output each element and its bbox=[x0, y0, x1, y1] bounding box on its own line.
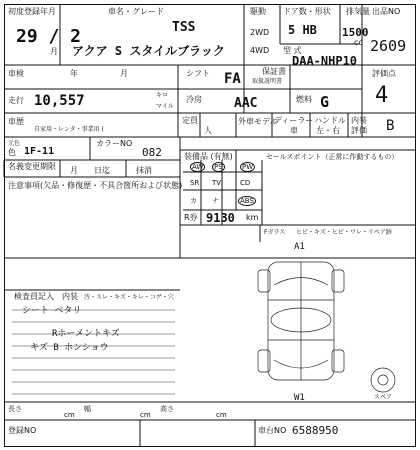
usage-options: 自家用・レンタ・事業用 ( bbox=[34, 126, 104, 133]
shaken-doc-unit: km bbox=[246, 213, 259, 222]
glass-label: Fガラス bbox=[264, 229, 286, 236]
shift-label: シフト bbox=[186, 69, 210, 78]
model-label: 型 式 bbox=[283, 46, 302, 55]
fuel-label: 燃料 bbox=[296, 95, 312, 104]
mile-unit: マイル bbox=[156, 103, 174, 110]
sales-point-title: セールスポイント（正常に作動するもの） bbox=[266, 153, 399, 161]
name-change-label: 名義変更期限 bbox=[8, 162, 56, 171]
handle-value: 左・右 bbox=[316, 126, 340, 135]
interior-label: 内装 bbox=[351, 116, 367, 125]
warranty-sub-label: 取扱説明書 bbox=[252, 78, 283, 85]
color-no-value: 082 bbox=[142, 146, 162, 159]
equip-abs: ABS bbox=[240, 197, 254, 205]
inspector-note-2: Rホーメントキズ bbox=[52, 329, 120, 339]
width-unit: cm bbox=[140, 411, 151, 419]
equip-cd: CD bbox=[240, 179, 251, 187]
displacement-unit: cc bbox=[354, 38, 363, 47]
car-diagram bbox=[258, 262, 395, 392]
lot-label: 出品NO bbox=[372, 7, 401, 16]
interior-sub: 評価 bbox=[351, 126, 367, 135]
score-value: 4 bbox=[375, 83, 389, 108]
inspector-note-3: キズ B ホンショウ bbox=[30, 343, 109, 353]
drive-4wd: 4WD bbox=[250, 46, 270, 55]
lot-value: 2609 bbox=[370, 37, 407, 55]
notes-title: 注意事項(欠品・修復歴・不具合箇所および状態) bbox=[8, 181, 183, 190]
capacity-label: 定員 bbox=[182, 116, 198, 125]
inspector-interior-label: 内装 bbox=[62, 292, 78, 301]
height-label: 高さ bbox=[160, 405, 174, 413]
ext-model-label: 外車モデル bbox=[238, 117, 278, 126]
name-grade-label: 車名・グレード bbox=[108, 7, 164, 16]
equip-aw: AW bbox=[192, 163, 204, 171]
color-value: 1F-11 bbox=[24, 146, 55, 157]
length-label: 長さ bbox=[8, 405, 22, 413]
equip-ka: カ bbox=[190, 197, 197, 205]
ac-value: AAC bbox=[234, 96, 258, 111]
equipment-title: 装備品 (有無) bbox=[184, 152, 233, 161]
fuel-value: G bbox=[320, 93, 330, 111]
first-registration-label: 初度登録年月 bbox=[8, 7, 56, 16]
color-no-label: カラーNO bbox=[96, 139, 133, 148]
mileage-label: 走行 bbox=[8, 96, 24, 105]
shaken-doc-label: R券 bbox=[184, 213, 198, 222]
dealer-sub: 車 bbox=[290, 126, 298, 135]
glass-value: ヒビ・キズ・ヒビ・ワレ・リペア跡 bbox=[296, 229, 392, 236]
reg-no-label: 登録NO bbox=[8, 426, 37, 435]
first-registration-value: 29 / 2 bbox=[16, 26, 82, 47]
dealer-label: ディーラー bbox=[274, 116, 314, 125]
door-label: ドア数・形状 bbox=[283, 7, 331, 16]
model-value: DAA-NHP10 bbox=[292, 54, 358, 68]
spare-label: スペア bbox=[374, 394, 393, 401]
car-name-value: アクア S スタイルブラック bbox=[72, 44, 225, 58]
width-label: 幅 bbox=[84, 405, 91, 413]
drive-label: 駆動 bbox=[250, 7, 266, 16]
shaken-year-unit: 年 bbox=[70, 69, 78, 78]
name-change-month-unit: 月 bbox=[70, 166, 78, 175]
interior-value: B bbox=[386, 118, 395, 134]
chassis-label: 車台NO bbox=[258, 426, 287, 435]
cancel-label: 抹消 bbox=[136, 166, 152, 175]
warranty-label: 保証書 bbox=[262, 67, 286, 76]
length-unit: cm bbox=[64, 411, 75, 419]
km-unit: キロ bbox=[156, 92, 169, 99]
equip-ps: PS bbox=[214, 163, 223, 171]
color-label: 色 bbox=[8, 148, 16, 157]
damage-mark-w1: W1 bbox=[294, 393, 305, 403]
door-value: 5 HB bbox=[288, 23, 317, 37]
color-sub: 元色 bbox=[8, 140, 21, 147]
first-registration-month-unit: 月 bbox=[50, 47, 58, 56]
usage-label: 車歴 bbox=[8, 117, 24, 126]
score-label: 評価点 bbox=[372, 69, 396, 78]
displacement-label: 排気量 bbox=[346, 7, 370, 16]
equip-na: ナ bbox=[212, 197, 219, 205]
equip-pw: PW bbox=[242, 163, 254, 171]
inspector-note-1: シート ベタリ bbox=[22, 306, 82, 316]
height-unit: cm bbox=[216, 411, 227, 419]
drive-2wd: 2WD bbox=[250, 28, 270, 37]
shaken-month-unit: 月 bbox=[120, 69, 128, 78]
shift-value: FA bbox=[224, 71, 241, 87]
capacity-unit: 人 bbox=[204, 126, 212, 135]
grade-value: TSS bbox=[172, 20, 196, 35]
chassis-value: 6588950 bbox=[292, 424, 339, 437]
shaken-doc-value: 9130 bbox=[206, 211, 235, 225]
displacement-value: 1500 bbox=[342, 26, 369, 39]
equip-tv: TV bbox=[212, 179, 222, 187]
inspector-label: 検査員記入 bbox=[14, 292, 54, 301]
handle-label: ハンドル bbox=[314, 116, 346, 125]
equip-sr: SR bbox=[190, 179, 200, 187]
ac-label: 冷房 bbox=[186, 95, 202, 104]
name-change-day-unit: 日迄 bbox=[94, 166, 110, 175]
damage-mark-a1: A1 bbox=[294, 242, 305, 252]
inspector-interior-chips: 汚・スレ・キズ・キレ・コゲ・穴 bbox=[84, 294, 174, 301]
shaken-label: 車検 bbox=[8, 69, 24, 78]
mileage-value: 10,557 bbox=[34, 93, 85, 109]
